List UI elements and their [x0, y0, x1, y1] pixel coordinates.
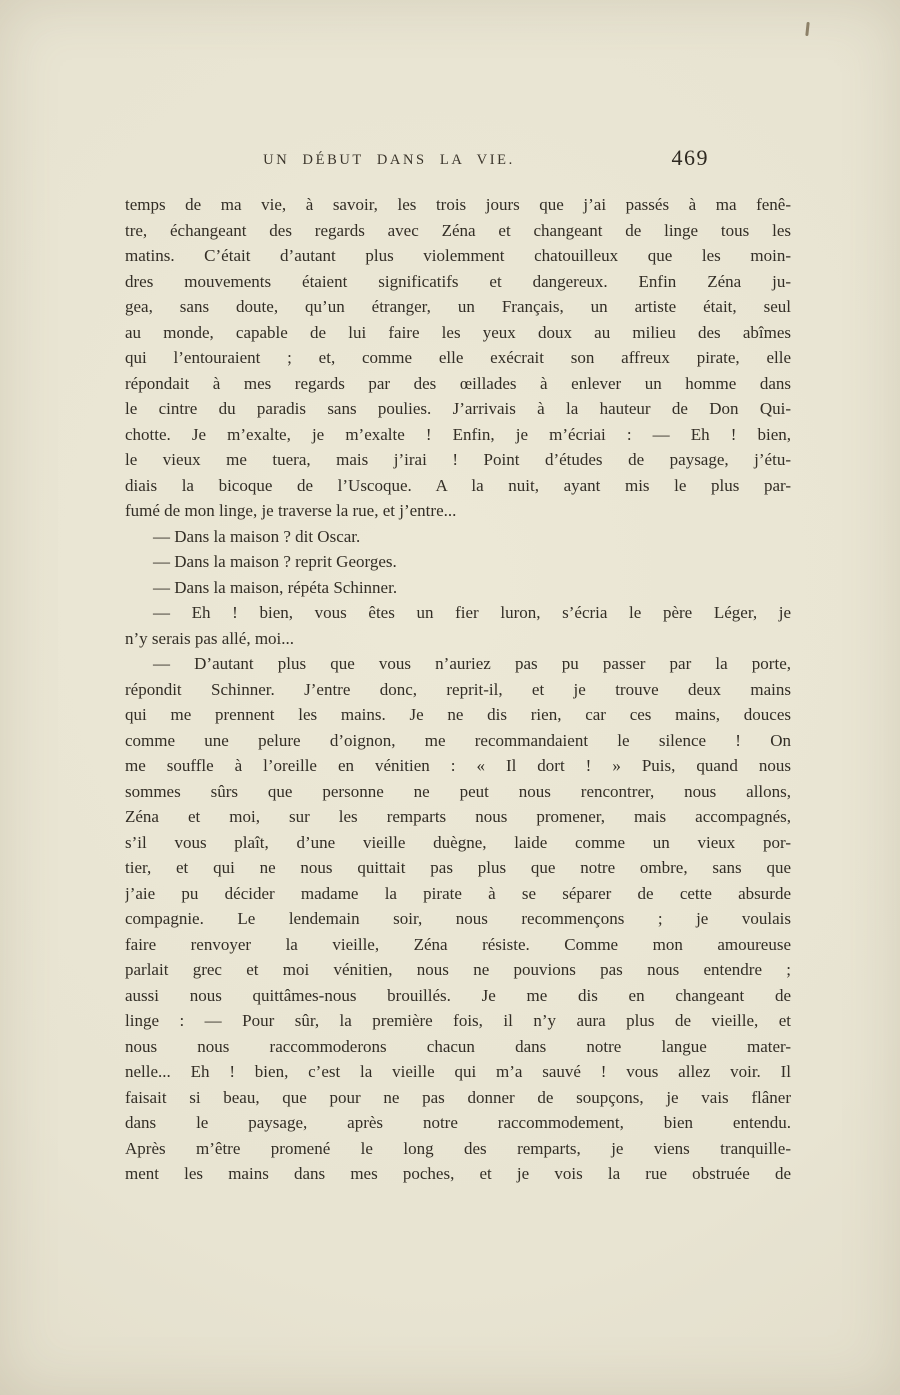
text-line: tre, échangeant des regards avec Zéna et changeant de linge tous les: [125, 220, 791, 240]
text-line: — Dans la maison, répéta Schinner.: [153, 577, 398, 597]
text-line: s’il vous plaît, d’une vieille duègne, laide comme un vieux por-: [125, 832, 791, 852]
text-line: ment les mains dans mes poches, et je vois la rue obstruée de: [125, 1164, 791, 1183]
page-title: UN DÉBUT DANS LA VIE.: [263, 152, 515, 168]
text-block: [125, 192, 791, 1187]
text-line: chotte. Je m’exalte, je m’exalte ! Enfin, je m’écriai : — Eh ! bien,: [125, 424, 791, 444]
text-line: au monde, capable de lui faire les yeux doux au milieu des abîmes: [125, 322, 791, 342]
text-line: parlait grec et moi vénitien, nous ne pouvions pas nous entendre ;: [125, 960, 791, 979]
text-line: nous nous raccommoderons chacun dans notre langue mater-: [125, 1036, 791, 1056]
text-line: n’y serais pas allé, moi...: [125, 628, 295, 648]
text-line: dans le paysage, après notre raccommodement, bien entendu.: [125, 1113, 791, 1132]
text-line: — D’autant plus que vous n’auriez pas pu passer par la porte,: [153, 654, 791, 673]
paragraph: [125, 524, 791, 550]
paragraph: [125, 651, 791, 1187]
paragraph: [125, 192, 791, 524]
text-line: fumé de mon linge, je traverse la rue, et j’entre...: [125, 501, 457, 520]
text-line: le cintre du paradis sans poulies. J’arrivais à la hauteur de Don Qui-: [125, 399, 791, 418]
text-line: — Dans la maison ? reprit Georges.: [153, 552, 397, 571]
text-line: nelle... Eh ! bien, c’est la vieille qui m’a sauvé ! vous allez voir. Il: [125, 1062, 791, 1081]
text-line: aussi nous quittâmes-nous brouillés. Je me dis en changeant de: [125, 985, 791, 1005]
paragraph: [125, 575, 791, 601]
text-line: me souffle à l’oreille en vénitien : « Il dort ! » Puis, quand nous: [125, 756, 791, 775]
text-line: dres mouvements étaient significatifs et dangereux. Enfin Zéna ju-: [125, 271, 791, 291]
text-line: gea, sans doute, qu’un étranger, un Français, un artiste était, seul: [125, 297, 791, 316]
text-line: temps de ma vie, à savoir, les trois jours que j’ai passés à ma fenê-: [125, 195, 791, 214]
text-line: — Dans la maison ? dit Oscar.: [153, 526, 361, 546]
text-line: tier, et qui ne nous quittait pas plus que notre ombre, sans que: [125, 858, 791, 877]
text-line: — Eh ! bien, vous êtes un fier luron, s’écria le père Léger, je: [153, 603, 791, 622]
scan-artifact-mark: [805, 22, 809, 36]
text-line: faisait si beau, que pour ne pas donner de soupçons, je vais flâner: [125, 1087, 791, 1107]
paragraph: [125, 600, 791, 651]
text-line: Zéna et moi, sur les remparts nous promener, mais accompagnés,: [125, 807, 791, 826]
text-line: j’aie pu décider madame la pirate à se séparer de cette absurde: [125, 883, 791, 903]
page-content: [125, 145, 791, 1187]
text-line: le vieux me tuera, mais j’irai ! Point d’études de paysage, j’étu-: [125, 450, 791, 469]
text-line: qui l’entouraient ; et, comme elle exécrait son affreux pirate, elle: [125, 348, 791, 367]
text-line: Après m’être promené le long des remparts, je viens tranquille-: [125, 1138, 791, 1158]
text-line: qui me prennent les mains. Je ne dis rien, car ces mains, douces: [125, 705, 791, 724]
text-line: linge : — Pour sûr, la première fois, il n’y aura plus de vieille, et: [125, 1011, 791, 1030]
text-line: répondit Schinner. J’entre donc, reprit-il, et je trouve deux mains: [125, 679, 791, 699]
text-line: comme une pelure d’oignon, me recommandaient le silence ! On: [125, 730, 791, 750]
running-header: [125, 145, 791, 180]
text-line: compagnie. Le lendemain soir, nous recommençons ; je voulais: [125, 909, 791, 928]
text-line: sommes sûrs que personne ne peut nous rencontrer, nous allons,: [125, 781, 791, 801]
page-number: 469: [671, 145, 709, 170]
text-line: répondait à mes regards par des œillades à enlever un homme dans: [125, 373, 791, 393]
text-line: matins. C’était d’autant plus violemment chatouilleux que les moin-: [125, 246, 791, 265]
paragraph: [125, 549, 791, 575]
text-line: faire renvoyer la vieille, Zéna résiste. Comme mon amoureuse: [125, 934, 791, 954]
text-line: diais la bicoque de l’Uscoque. A la nuit, ayant mis le plus par-: [125, 475, 791, 495]
